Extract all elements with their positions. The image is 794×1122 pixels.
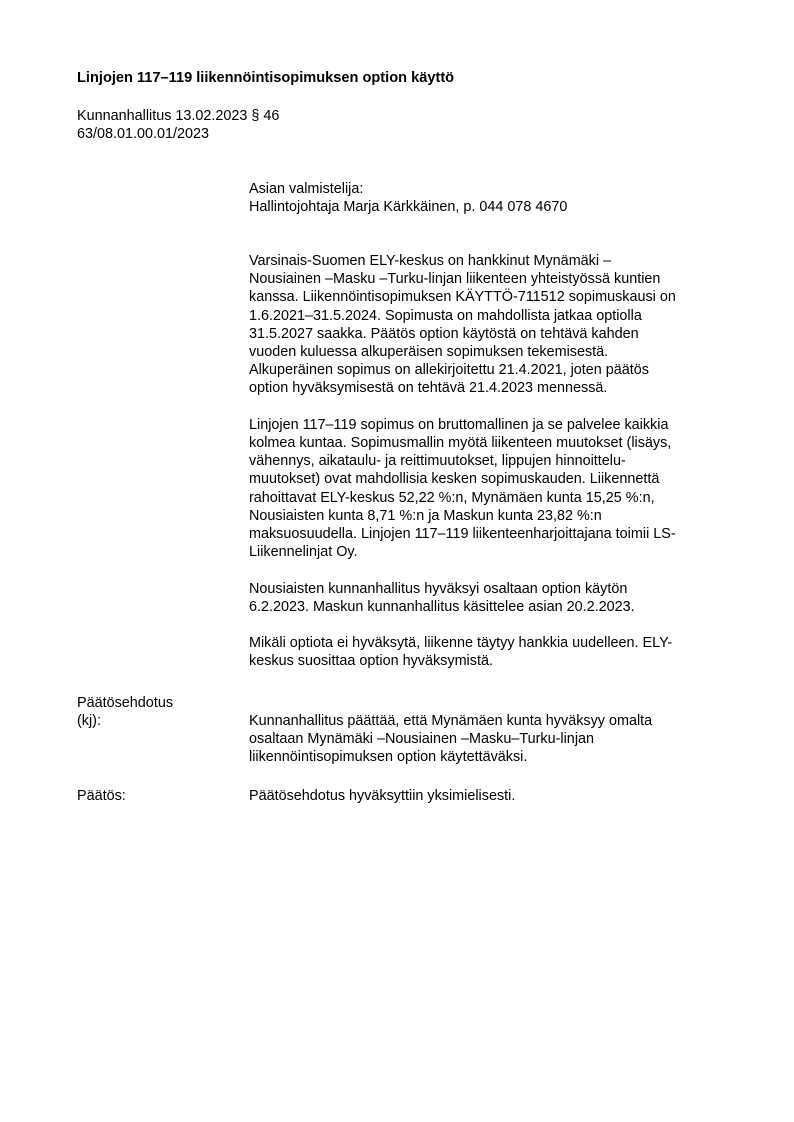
proposal-line: liikennöintisopimuksen option käytettäväksi.: [249, 749, 528, 766]
record-id: 63/08.01.00.01/2023: [77, 126, 210, 143]
paragraph-line: Nousiainen –Masku –Turku-linjan liikenteen yhteistyössä kuntien: [249, 271, 661, 288]
paragraph-line: Nousiaisten kunta 8,71 %:n ja Maskun kunta 23,82 %:n: [249, 507, 602, 524]
paragraph-line: Varsinais-Suomen ELY-keskus on hankkinut Mynämäki –: [249, 253, 612, 269]
proposal-line: osaltaan Mynämäki –Nousiainen –Masku–Turku-linjan: [249, 731, 595, 748]
paragraph-line: 6.2.2023. Maskun kunnanhallitus käsittelee asian 20.2.2023.: [249, 598, 635, 615]
paragraph-line: rahoittavat ELY-keskus 52,22 %:n, Mynämäen kunta 15,25 %:n,: [249, 489, 655, 506]
paragraph: [249, 634, 727, 670]
paragraph-line: keskus suosittaa option hyväksymistä.: [249, 653, 493, 670]
paragraph-line: vähennys, aikataulu- ja reittimuutokset, lippujen hinnoittelu-: [249, 453, 626, 470]
paragraph: [249, 416, 727, 562]
board-meeting-line: Kunnanhallitus 13.02.2023 § 46: [77, 108, 280, 124]
paragraph-line: vuoden kuluessa alkuperäisen sopimuksen tekemisestä.: [249, 344, 609, 361]
paragraph-line: kanssa. Liikennöintisopimuksen KÄYTTÖ-711512 sopimuskausi on: [249, 289, 676, 306]
paragraph-line: 31.5.2027 saakka. Päätös option käytöstä on tehtävä kahden: [249, 325, 639, 342]
paragraph-line: muutokset) ovat mahdollisia kesken sopimuskauden. Liikennettä: [249, 471, 660, 488]
paragraph-line: Nousiaisten kunnanhallitus hyväksyi osaltaan option käytön: [249, 580, 628, 597]
document-title: Linjojen 117–119 liikennöintisopimuksen option käyttö: [77, 70, 455, 86]
proposal-text: [249, 712, 727, 767]
decision-text: Päätösehdotus hyväksyttiin yksimielisesti.: [249, 788, 516, 804]
paragraph: [249, 252, 727, 398]
paragraph-line: Liikennelinjat Oy.: [249, 544, 358, 561]
proposal-label-line: (kj):: [77, 713, 101, 730]
paragraph-line: Mikäli optiota ei hyväksytä, liikenne täytyy hankkia uudelleen. ELY-: [249, 635, 673, 652]
paragraph-line: Linjojen 117–119 sopimus on bruttomallinen ja se palvelee kaikkia: [249, 416, 669, 433]
preparer-name: Hallintojohtaja Marja Kärkkäinen, p. 044 078 4670: [249, 199, 568, 216]
preparer-label: Asian valmistelija:: [249, 181, 364, 197]
body-text: [249, 252, 727, 689]
preparer-block: [249, 180, 727, 216]
paragraph: [249, 580, 727, 616]
proposal-line: Kunnanhallitus päättää, että Mynämäen kunta hyväksyy omalta: [249, 713, 653, 729]
paragraph-line: option hyväksymisestä on tehtävä 21.4.2023 mennessä.: [249, 380, 608, 397]
proposal-label-line: Päätösehdotus: [77, 695, 174, 711]
document-meta: [77, 107, 279, 143]
proposal-label: [77, 694, 173, 730]
paragraph-line: 1.6.2021–31.5.2024. Sopimusta on mahdollista jatkaa optiolla: [249, 307, 642, 324]
paragraph-line: maksuosuudella. Linjojen 117–119 liikenteenharjoittajana toimii LS-: [249, 526, 676, 543]
paragraph-line: Alkuperäinen sopimus on allekirjoitettu 21.4.2021, joten päätös: [249, 362, 650, 379]
decision-label: Päätös:: [77, 788, 126, 804]
paragraph-line: kolmea kuntaa. Sopimusmallin myötä liikenteen muutokset (lisäys,: [249, 435, 672, 452]
